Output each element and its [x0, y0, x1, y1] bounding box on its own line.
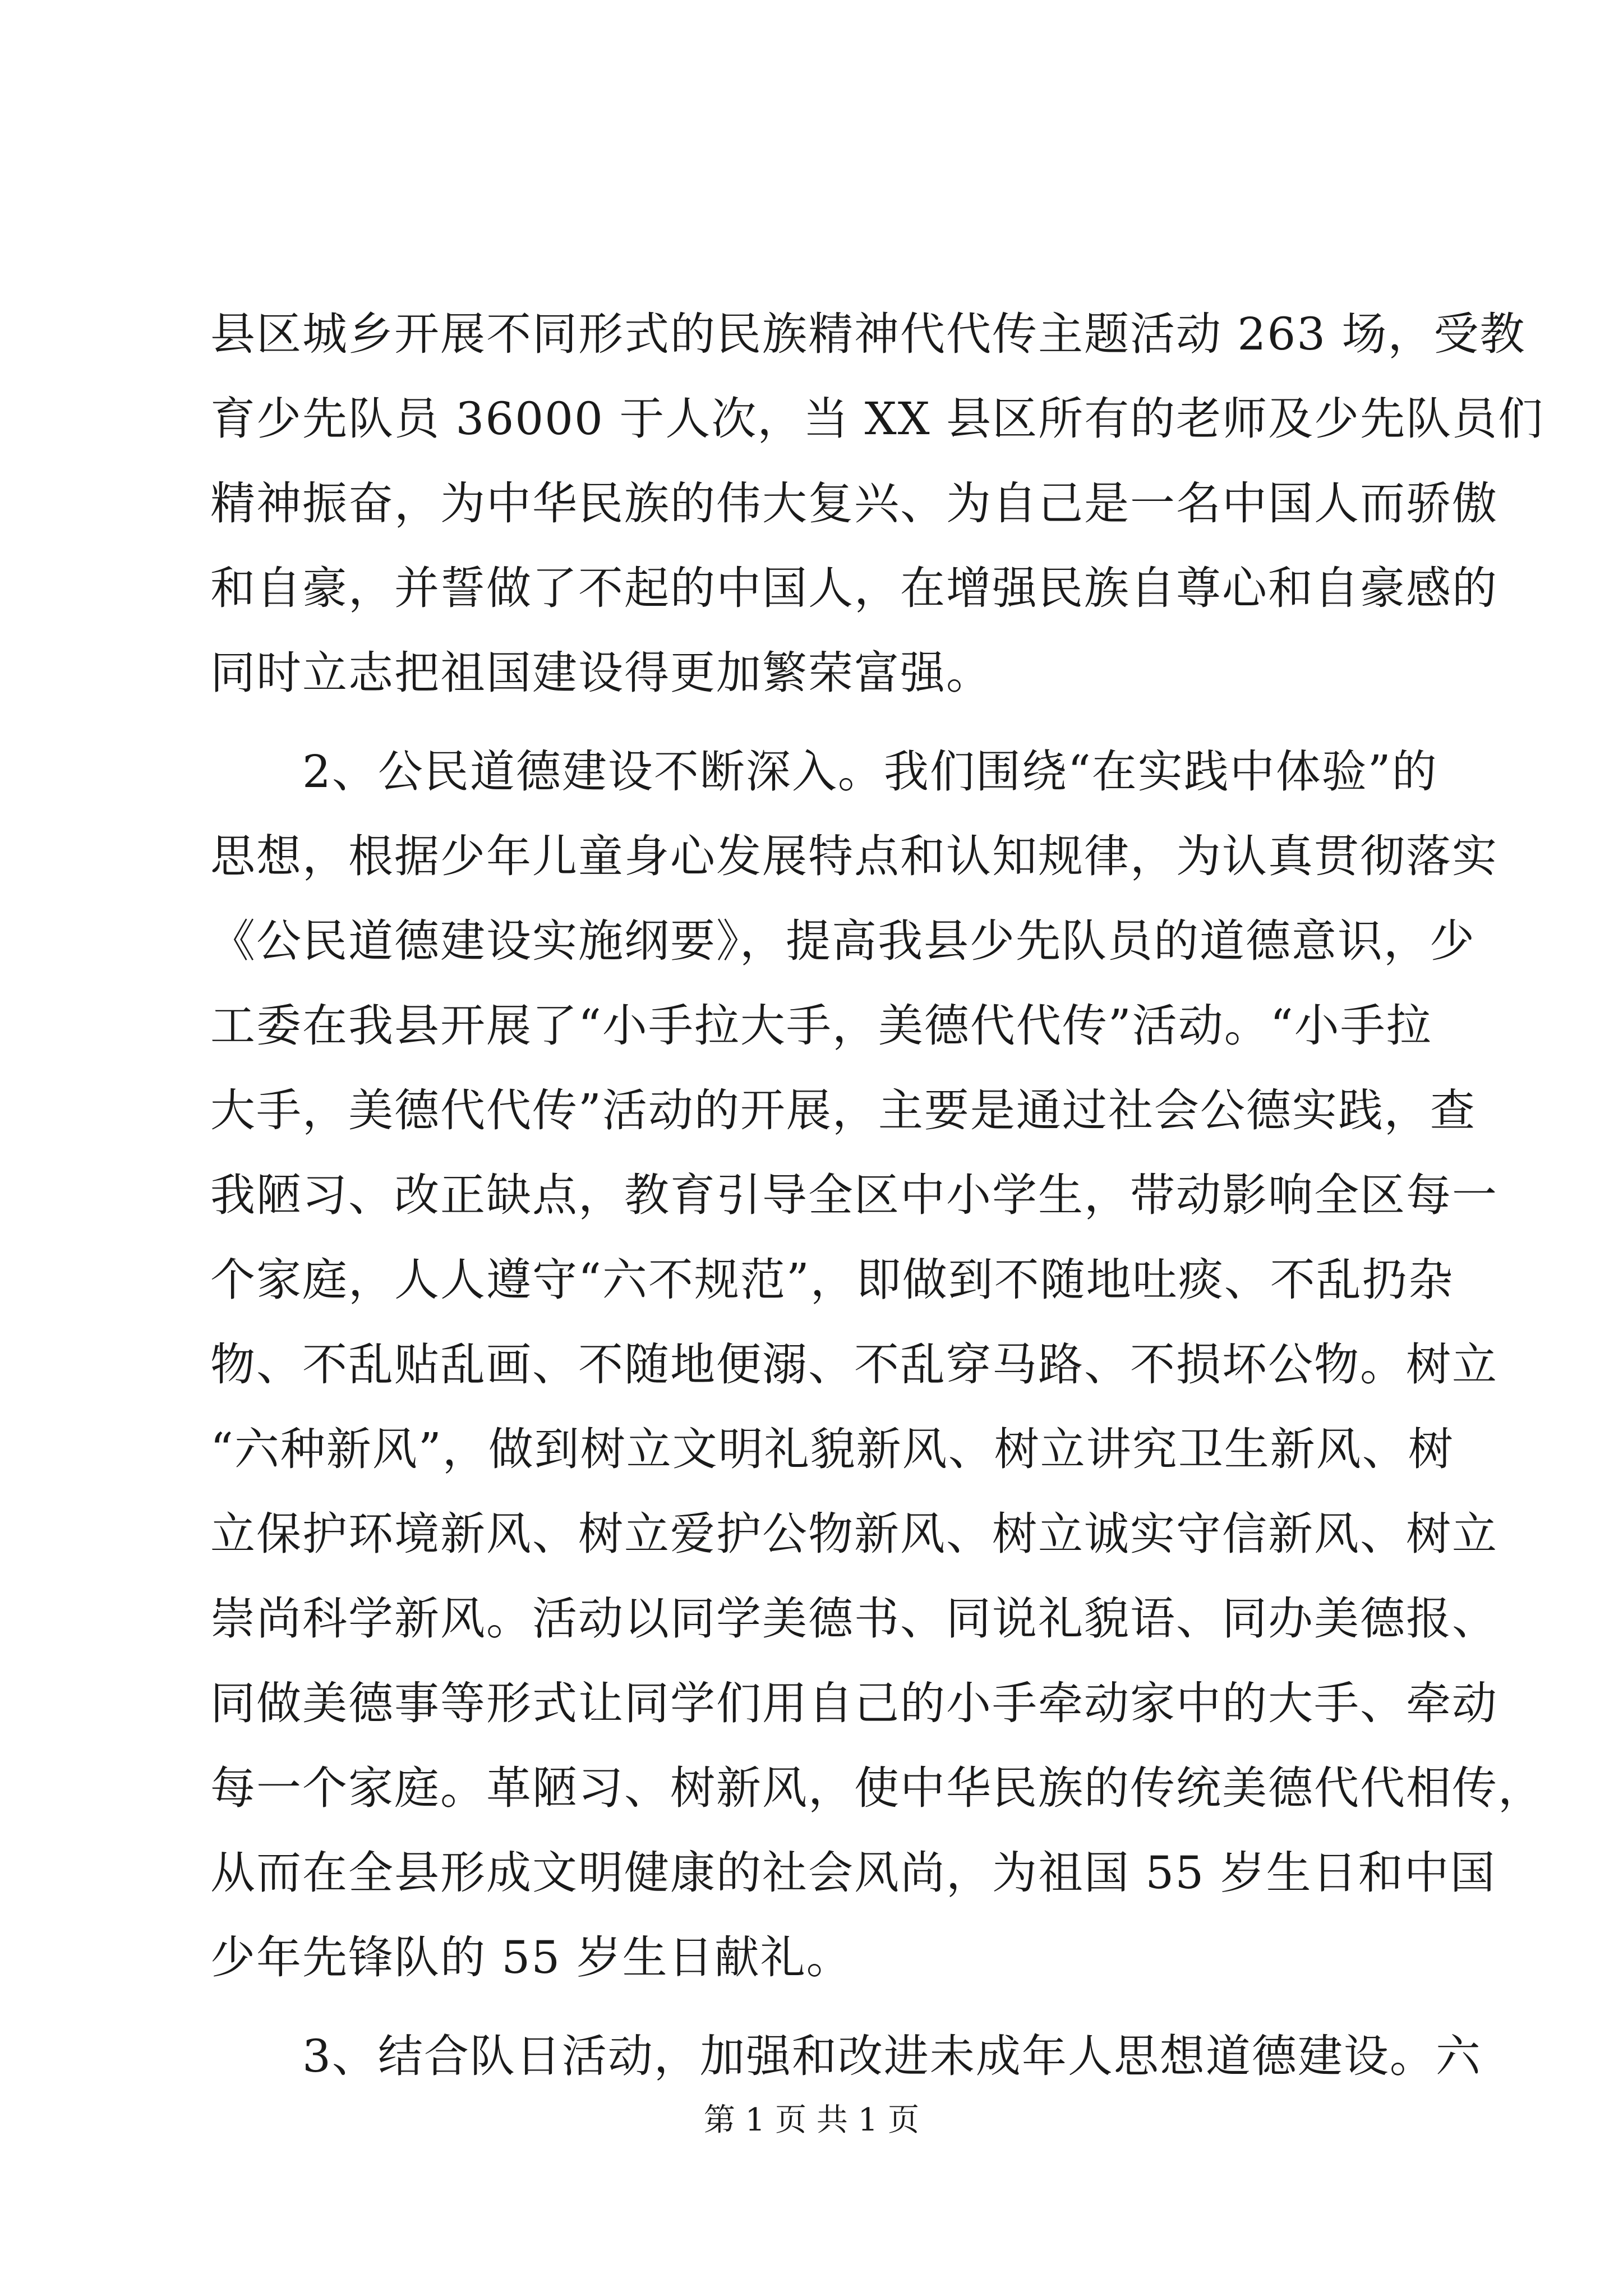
- text-line: 立保护环境新风、树立爱护公物新风、树立诚实守信新风、树立: [210, 1508, 1498, 1560]
- paragraph-gap: [210, 2000, 1416, 2014]
- text-line: “六种新风”，做到树立文明礼貌新风、树立讲究卫生新风、树: [210, 1423, 1454, 1475]
- document-body: [210, 292, 1544, 2099]
- text-line: 个家庭，人人遵守“六不规范”，即做到不随地吐痰、不乱扔杂: [210, 1254, 1454, 1306]
- text-line: 从而在全县形成文明健康的社会风尚，为祖国 55 岁生日和中国: [210, 1847, 1496, 1899]
- text-line: 工委在我县开展了“小手拉大手，美德代代传”活动。“小手拉: [210, 1000, 1432, 1052]
- text-line: 2、公民道德建设不断深入。我们围绕“在实践中体验”的: [210, 746, 1438, 798]
- text-line: 我陋习、改正缺点，教育引导全区中小学生，带动影响全区每一: [210, 1169, 1498, 1221]
- text-line: 和自豪，并誓做了不起的中国人，在增强民族自尊心和自豪感的: [210, 562, 1498, 614]
- text-line: 物、不乱贴乱画、不随地便溺、不乱穿马路、不损坏公物。树立: [210, 1338, 1498, 1391]
- text-line: 思想，根据少年儿童身心发展特点和认知规律，为认真贯彻落实: [210, 830, 1498, 882]
- text-line: 同时立志把祖国建设得更加繁荣富强。: [210, 647, 992, 699]
- text-line: 3、结合队日活动，加强和改进未成年人思想道德建设。六: [210, 2030, 1482, 2082]
- text-line: 同做美德事等形式让同学们用自己的小手牵动家中的大手、牵动: [210, 1677, 1498, 1729]
- text-line: 崇尚科学新风。活动以同学美德书、同说礼貌语、同办美德报、: [210, 1593, 1498, 1645]
- text-line: 少年先锋队的 55 岁生日献礼。: [210, 1931, 852, 1984]
- text-line: 育少先队员 36000 于人次，当 XX 县区所有的老师及少先队员们: [210, 393, 1544, 445]
- page-footer: 第 1 页 共 1 页: [703, 2102, 920, 2138]
- text-line: 每一个家庭。革陋习、树新风，使中华民族的传统美德代代相传，: [210, 1762, 1544, 1814]
- paragraph-gap: [210, 715, 1416, 729]
- text-line: 精神振奋，为中华民族的伟大复兴、为自己是一名中国人而骄傲: [210, 477, 1498, 530]
- text-line: 大手，美德代代传”活动的开展，主要是通过社会公德实践，查: [210, 1084, 1476, 1137]
- text-line: 县区城乡开展不同形式的民族精神代代传主题活动 263 场，受教: [210, 308, 1526, 360]
- text-line: 《公民道德建设实施纲要》，提高我县少先队员的道德意识，少: [210, 915, 1476, 967]
